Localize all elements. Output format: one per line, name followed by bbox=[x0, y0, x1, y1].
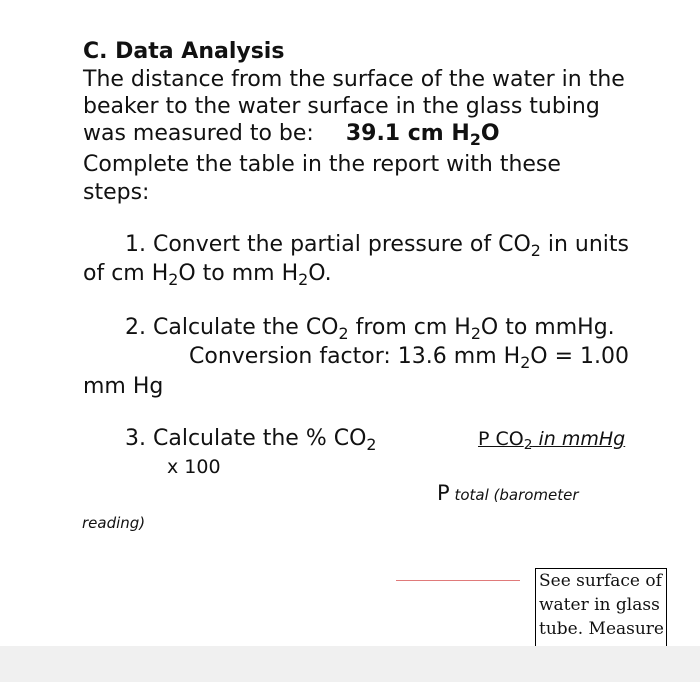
intro-line-1: The distance from the surface of the water in the bbox=[83, 67, 625, 92]
intro-line-2: beaker to the water surface in the glass tubing bbox=[83, 94, 600, 119]
annotation-callout: See surface of water in glass tube. Measure bbox=[535, 568, 667, 646]
intro-line-4: Complete the table in the report with these bbox=[83, 152, 561, 177]
step-3-label: 3. Calculate the % $CO_2$ bbox=[125, 426, 377, 454]
step-1-line-1: 1. Convert the partial pressure of $CO_2$ in units bbox=[125, 232, 629, 260]
step-2-line-3: mm Hg bbox=[83, 374, 164, 399]
step-1-line-2: of cm $H_2O$ to mm $H_2O$. bbox=[83, 261, 332, 289]
intro-line-3 bbox=[83, 120, 500, 148]
times-100: x 100 bbox=[167, 456, 221, 478]
step-2-line-1: 2. Calculate the $CO_2$ from cm $H_2O$ to mmHg. bbox=[125, 315, 615, 343]
intro-line-5: steps: bbox=[83, 180, 150, 205]
reading-label: reading) bbox=[82, 514, 146, 532]
section-heading: C. Data Analysis bbox=[83, 39, 285, 64]
intro-line-3-prefix: was measured to be: bbox=[83, 121, 314, 146]
measurement-value: 39.1 cm $H_2O$ bbox=[345, 121, 500, 149]
bottom-bar bbox=[0, 646, 700, 682]
step-2-line-2: Conversion factor: 13.6 mm $H_2O = 1.00$ bbox=[189, 344, 629, 372]
fraction-denominator: P total (barometer bbox=[437, 481, 579, 505]
fraction-numerator: P $CO_2$ in mmHg bbox=[478, 428, 626, 454]
annotation-connector-line bbox=[396, 580, 520, 581]
